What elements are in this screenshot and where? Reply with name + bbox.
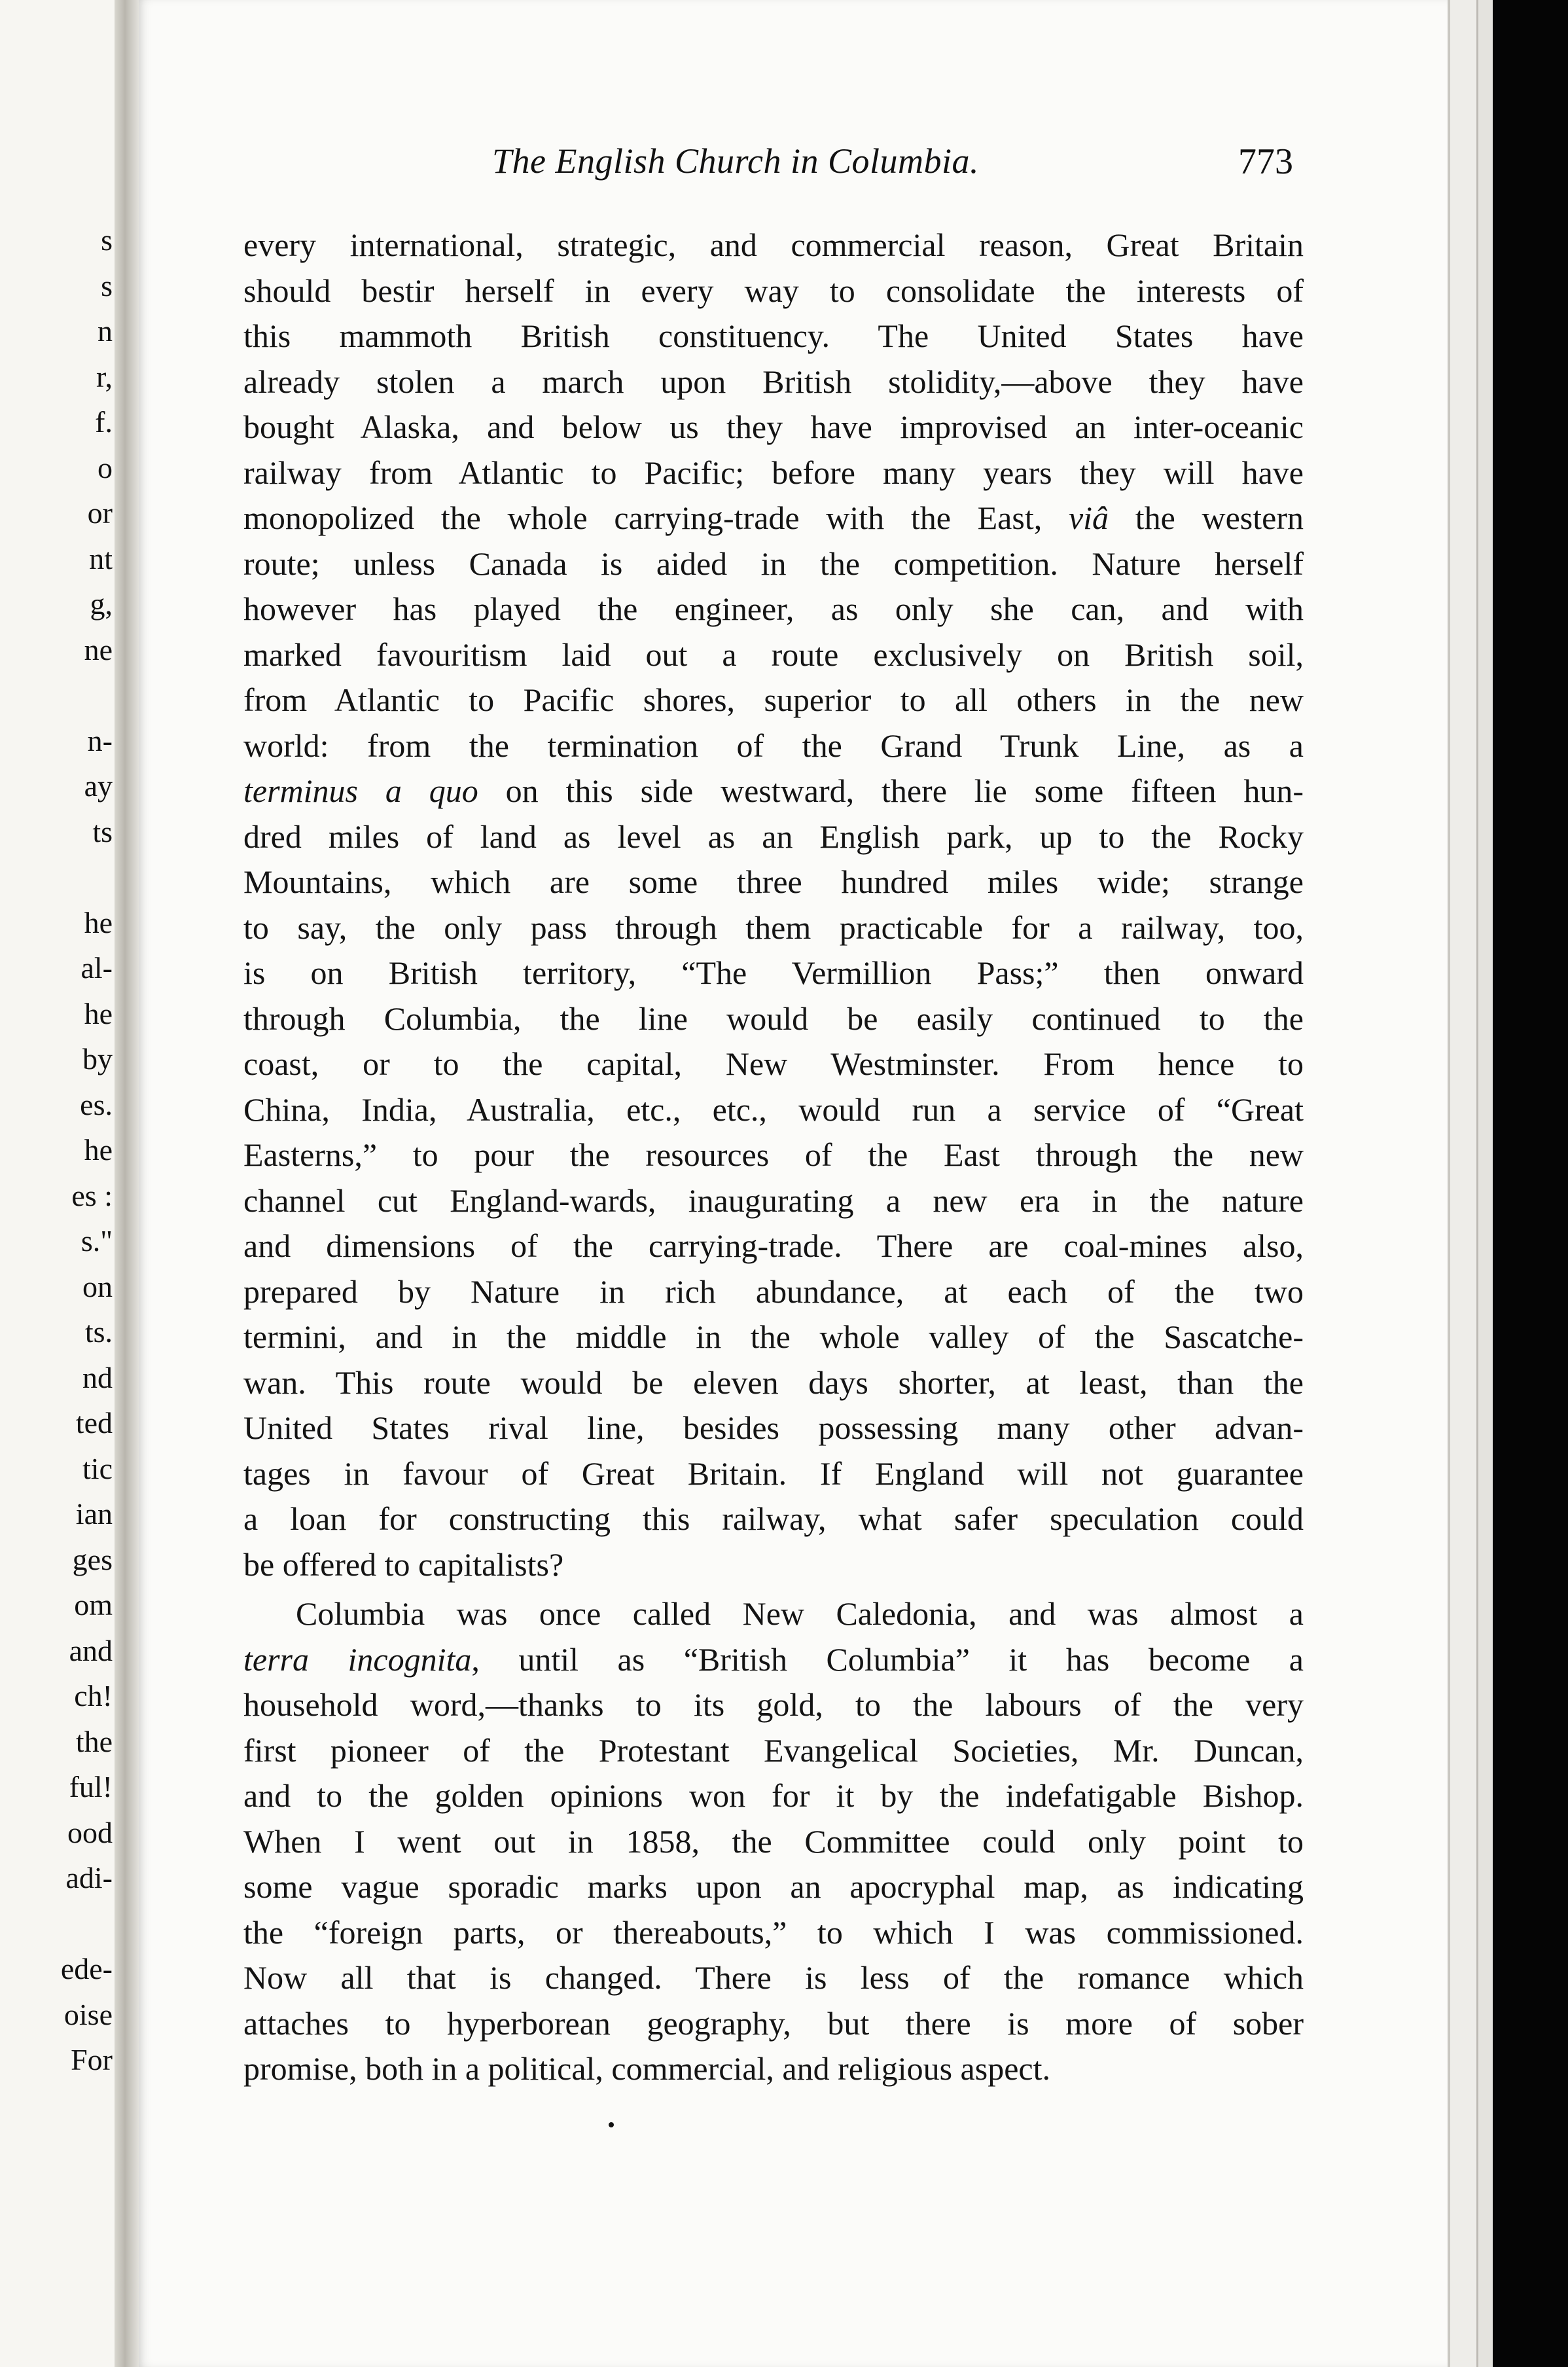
left-page-fragment: or (87, 496, 113, 530)
text-line: however has played the engineer, as only she can, and with (243, 590, 1304, 627)
text-line: the “foreign parts, or thereabouts,” to which I was commissioned. (243, 1913, 1304, 1951)
text-line: Easterns,” to pour the resources of the East through the new (243, 1136, 1304, 1173)
text-line: marked favouritism laid out a route exclusively on British soil, (243, 636, 1304, 673)
paragraph-1 (243, 223, 1304, 1587)
text-line: some vague sporadic marks upon an apocryphal map, as indicating (243, 1868, 1304, 1905)
text-line: promise, both in a political, commercial, and religious aspect. (243, 2050, 1050, 2087)
page-edge (1450, 0, 1478, 2367)
text-line: should bestir herself in every way to consolidate the interests of (243, 272, 1304, 309)
left-page-fragment: al- (80, 951, 113, 985)
text-line: route; unless Canada is aided in the competition. Nature herself (243, 545, 1304, 582)
text-line: wan. This route would be eleven days shorter, at least, than the (243, 1364, 1304, 1401)
left-page-fragment: ay (84, 769, 113, 803)
left-page-fragment: ges (72, 1542, 113, 1576)
left-page-fragment: and (69, 1633, 113, 1667)
text-line: this mammoth British constituency. The United States have (243, 317, 1304, 354)
running-head (139, 141, 1448, 187)
text-line: from Atlantic to Pacific shores, superior to all others in the new (243, 681, 1304, 718)
text-line: monopolized the whole carrying-trade with the East, viâ the western (243, 499, 1304, 536)
left-page-fragment: nt (89, 541, 113, 575)
text-line: coast, or to the capital, New Westminster. From hence to (243, 1045, 1304, 1082)
running-title: The English Church in Columbia. (492, 141, 980, 181)
text-line: China, India, Australia, etc., etc., would run a service of “Great (243, 1091, 1304, 1128)
page-number: 773 (1238, 141, 1293, 182)
left-page-fragment: adi- (65, 1861, 113, 1894)
left-page-fragment: es. (80, 1087, 113, 1121)
left-page-fragment: on (82, 1269, 113, 1303)
left-page-fragment: s." (80, 1224, 113, 1257)
text-line: channel cut England-wards, inaugurating a new era in the nature (243, 1182, 1304, 1219)
left-page-fragment: he (84, 905, 113, 939)
left-page-fragment: f. (95, 405, 113, 439)
left-page-fragment: the (75, 1724, 113, 1758)
text-line: and to the golden opinions won for it by the indefatigable Bishop. (243, 1777, 1304, 1814)
text-line: and dimensions of the carrying-trade. There are coal-mines also, (243, 1227, 1304, 1264)
left-page-fragment: oise (63, 1997, 113, 2031)
body-text (243, 223, 1304, 2092)
left-page-fragment: es : (71, 1178, 113, 1212)
text-line: Mountains, which are some three hundred miles wide; strange (243, 863, 1304, 900)
text-line: termini, and in the middle in the whole valley of the Sascatche- (243, 1318, 1304, 1355)
text-line: bought Alaska, and below us they have improvised an inter-oceanic (243, 408, 1304, 445)
ink-speck (609, 2122, 614, 2127)
text-line: terminus a quo on this side westward, there lie some fifteen hun- (243, 772, 1304, 809)
text-line: household word,—thanks to its gold, to the labours of the very (243, 1686, 1304, 1723)
text-line: is on British territory, “The Vermillion Pass;” then onward (243, 954, 1304, 991)
text-line: every international, strategic, and commercial reason, Great Britain (243, 226, 1304, 263)
left-page-fragment: by (82, 1042, 113, 1075)
book-page (139, 0, 1450, 2367)
left-page-fragment: g, (90, 587, 113, 621)
left-page-fragment: s (101, 223, 113, 257)
left-page-fragment: ian (75, 1497, 113, 1530)
left-page-fragment: om (74, 1588, 113, 1621)
left-page-fragment: ood (67, 1815, 113, 1849)
text-line: dred miles of land as level as an English park, up to the Rocky (243, 818, 1304, 855)
left-page-fragment: r, (96, 359, 113, 393)
left-page-fragment: ful! (69, 1770, 113, 1803)
left-page-fragment: ts. (84, 1315, 113, 1348)
text-line: first pioneer of the Protestant Evangelical Societies, Mr. Duncan, (243, 1731, 1304, 1769)
left-page-fragment: ch! (74, 1679, 113, 1712)
left-page-fragment: ted (75, 1406, 113, 1439)
text-line: through Columbia, the line would be easily continued to the (243, 1000, 1304, 1037)
text-line: to say, the only pass through them practicable for a railway, too, (243, 909, 1304, 946)
left-page-fragment: tic (82, 1451, 113, 1485)
paragraph-2 (243, 1591, 1304, 2092)
text-line: Now all that is changed. There is less of the romance which (243, 1959, 1304, 1996)
left-page-fragment: n (98, 314, 113, 348)
book-gutter (115, 0, 141, 2367)
left-page-fragment: he (84, 996, 113, 1030)
left-page-fragment: he (84, 1133, 113, 1166)
left-page-fragment: ts (92, 814, 113, 848)
left-page-fragment: For (71, 2043, 113, 2076)
text-line: be offered to capitalists? (243, 1545, 564, 1583)
left-page-fragment: ne (84, 632, 113, 666)
text-line: Columbia was once called New Caledonia, and was almost a (296, 1595, 1304, 1632)
text-line: world: from the termination of the Grand Trunk Line, as a (243, 727, 1304, 764)
left-page-fragment: n- (87, 723, 113, 757)
left-page-fragment: s (101, 268, 113, 302)
text-line: When I went out in 1858, the Committee could only point to (243, 1822, 1304, 1860)
left-page-fragment: o (98, 450, 113, 484)
text-line: attaches to hyperborean geography, but there is more of sober (243, 2004, 1304, 2042)
page-edge (1478, 0, 1493, 2367)
text-line: a loan for constructing this railway, what safer speculation could (243, 1500, 1304, 1537)
left-page-fragment: nd (82, 1360, 113, 1394)
previous-page-fragment (0, 0, 118, 2367)
text-line: terra incognita, until as “British Columbia” it has become a (243, 1640, 1304, 1678)
text-line: United States rival line, besides possessing many other advan- (243, 1409, 1304, 1446)
left-page-fragment: ede- (60, 1952, 113, 1985)
text-line: tages in favour of Great Britain. If England will not guarantee (243, 1455, 1304, 1492)
text-line: railway from Atlantic to Pacific; before many years they will have (243, 454, 1304, 491)
text-line: prepared by Nature in rich abundance, at each of the two (243, 1273, 1304, 1310)
text-line: already stolen a march upon British stolidity,—above they have (243, 363, 1304, 400)
